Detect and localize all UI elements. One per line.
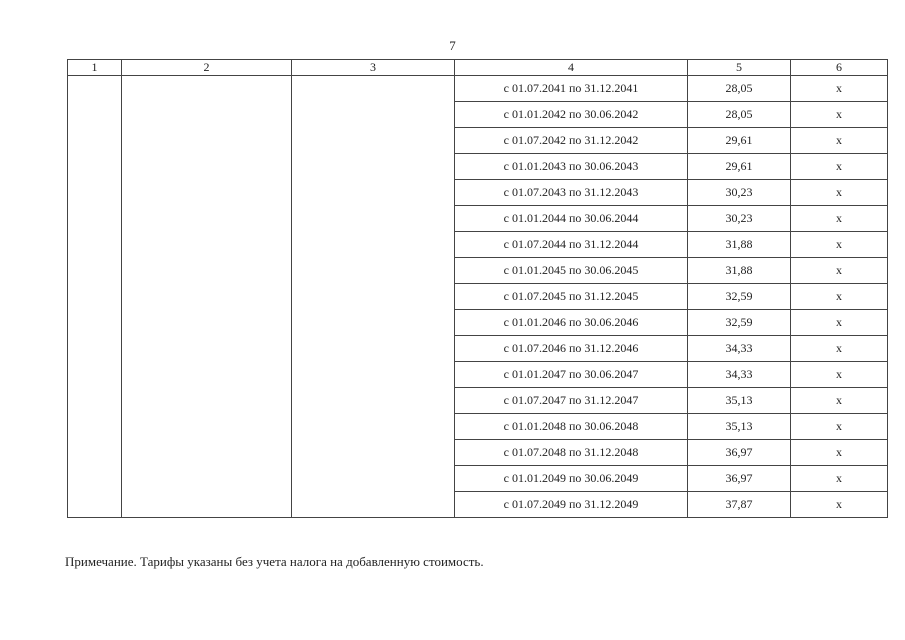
- tariff-cell: 32,59: [688, 284, 791, 310]
- column-6-cell: х: [791, 440, 888, 466]
- column-6-cell: х: [791, 362, 888, 388]
- table-body: [68, 76, 888, 518]
- period-cell: с 01.07.2042 по 31.12.2042: [455, 128, 688, 154]
- tariff-cell: 36,97: [688, 466, 791, 492]
- table-header-row: [68, 60, 888, 76]
- period-cell: с 01.07.2048 по 31.12.2048: [455, 440, 688, 466]
- column-header-4: 4: [455, 60, 688, 76]
- tariff-cell: 31,88: [688, 232, 791, 258]
- column-header-2: 2: [122, 60, 292, 76]
- column-6-cell: х: [791, 180, 888, 206]
- period-cell: с 01.07.2046 по 31.12.2046: [455, 336, 688, 362]
- period-cell: с 01.07.2044 по 31.12.2044: [455, 232, 688, 258]
- period-cell: с 01.07.2045 по 31.12.2045: [455, 284, 688, 310]
- tariff-cell: 28,05: [688, 102, 791, 128]
- tariff-cell: 37,87: [688, 492, 791, 518]
- column-6-cell: х: [791, 128, 888, 154]
- tariff-cell: 30,23: [688, 206, 791, 232]
- period-cell: с 01.01.2049 по 30.06.2049: [455, 466, 688, 492]
- column-6-cell: х: [791, 76, 888, 102]
- tariff-cell: 34,33: [688, 362, 791, 388]
- tariff-table: [67, 59, 888, 518]
- period-cell: с 01.01.2048 по 30.06.2048: [455, 414, 688, 440]
- column-6-cell: х: [791, 492, 888, 518]
- table-note: Примечание. Тарифы указаны без учета налога на добавленную стоимость.: [65, 554, 484, 569]
- period-cell: с 01.01.2042 по 30.06.2042: [455, 102, 688, 128]
- period-cell: с 01.01.2044 по 30.06.2044: [455, 206, 688, 232]
- column-6-cell: х: [791, 310, 888, 336]
- period-cell: с 01.01.2043 по 30.06.2043: [455, 154, 688, 180]
- tariff-cell: 29,61: [688, 128, 791, 154]
- column-header-6: 6: [791, 60, 888, 76]
- page-number: 7: [449, 38, 456, 53]
- column-6-cell: х: [791, 388, 888, 414]
- tariff-cell: 32,59: [688, 310, 791, 336]
- column-6-cell: х: [791, 154, 888, 180]
- column-6-cell: х: [791, 102, 888, 128]
- column-1-cell: [68, 76, 122, 518]
- tariff-cell: 28,05: [688, 76, 791, 102]
- column-6-cell: х: [791, 258, 888, 284]
- period-cell: с 01.07.2047 по 31.12.2047: [455, 388, 688, 414]
- period-cell: с 01.07.2041 по 31.12.2041: [455, 76, 688, 102]
- column-header-5: 5: [688, 60, 791, 76]
- period-cell: с 01.01.2047 по 30.06.2047: [455, 362, 688, 388]
- column-header-1: 1: [68, 60, 122, 76]
- column-2-cell: [122, 76, 292, 518]
- tariff-cell: 35,13: [688, 388, 791, 414]
- tariff-cell: 34,33: [688, 336, 791, 362]
- tariff-cell: 29,61: [688, 154, 791, 180]
- tariff-cell: 31,88: [688, 258, 791, 284]
- column-header-3: 3: [292, 60, 455, 76]
- column-6-cell: х: [791, 284, 888, 310]
- column-6-cell: х: [791, 336, 888, 362]
- tariff-cell: 36,97: [688, 440, 791, 466]
- period-cell: с 01.01.2045 по 30.06.2045: [455, 258, 688, 284]
- column-6-cell: х: [791, 206, 888, 232]
- column-6-cell: х: [791, 414, 888, 440]
- period-cell: с 01.07.2049 по 31.12.2049: [455, 492, 688, 518]
- column-6-cell: х: [791, 466, 888, 492]
- tariff-cell: 30,23: [688, 180, 791, 206]
- tariff-cell: 35,13: [688, 414, 791, 440]
- column-6-cell: х: [791, 232, 888, 258]
- period-cell: с 01.07.2043 по 31.12.2043: [455, 180, 688, 206]
- period-cell: с 01.01.2046 по 30.06.2046: [455, 310, 688, 336]
- column-3-cell: [292, 76, 455, 518]
- table-row: [68, 76, 888, 102]
